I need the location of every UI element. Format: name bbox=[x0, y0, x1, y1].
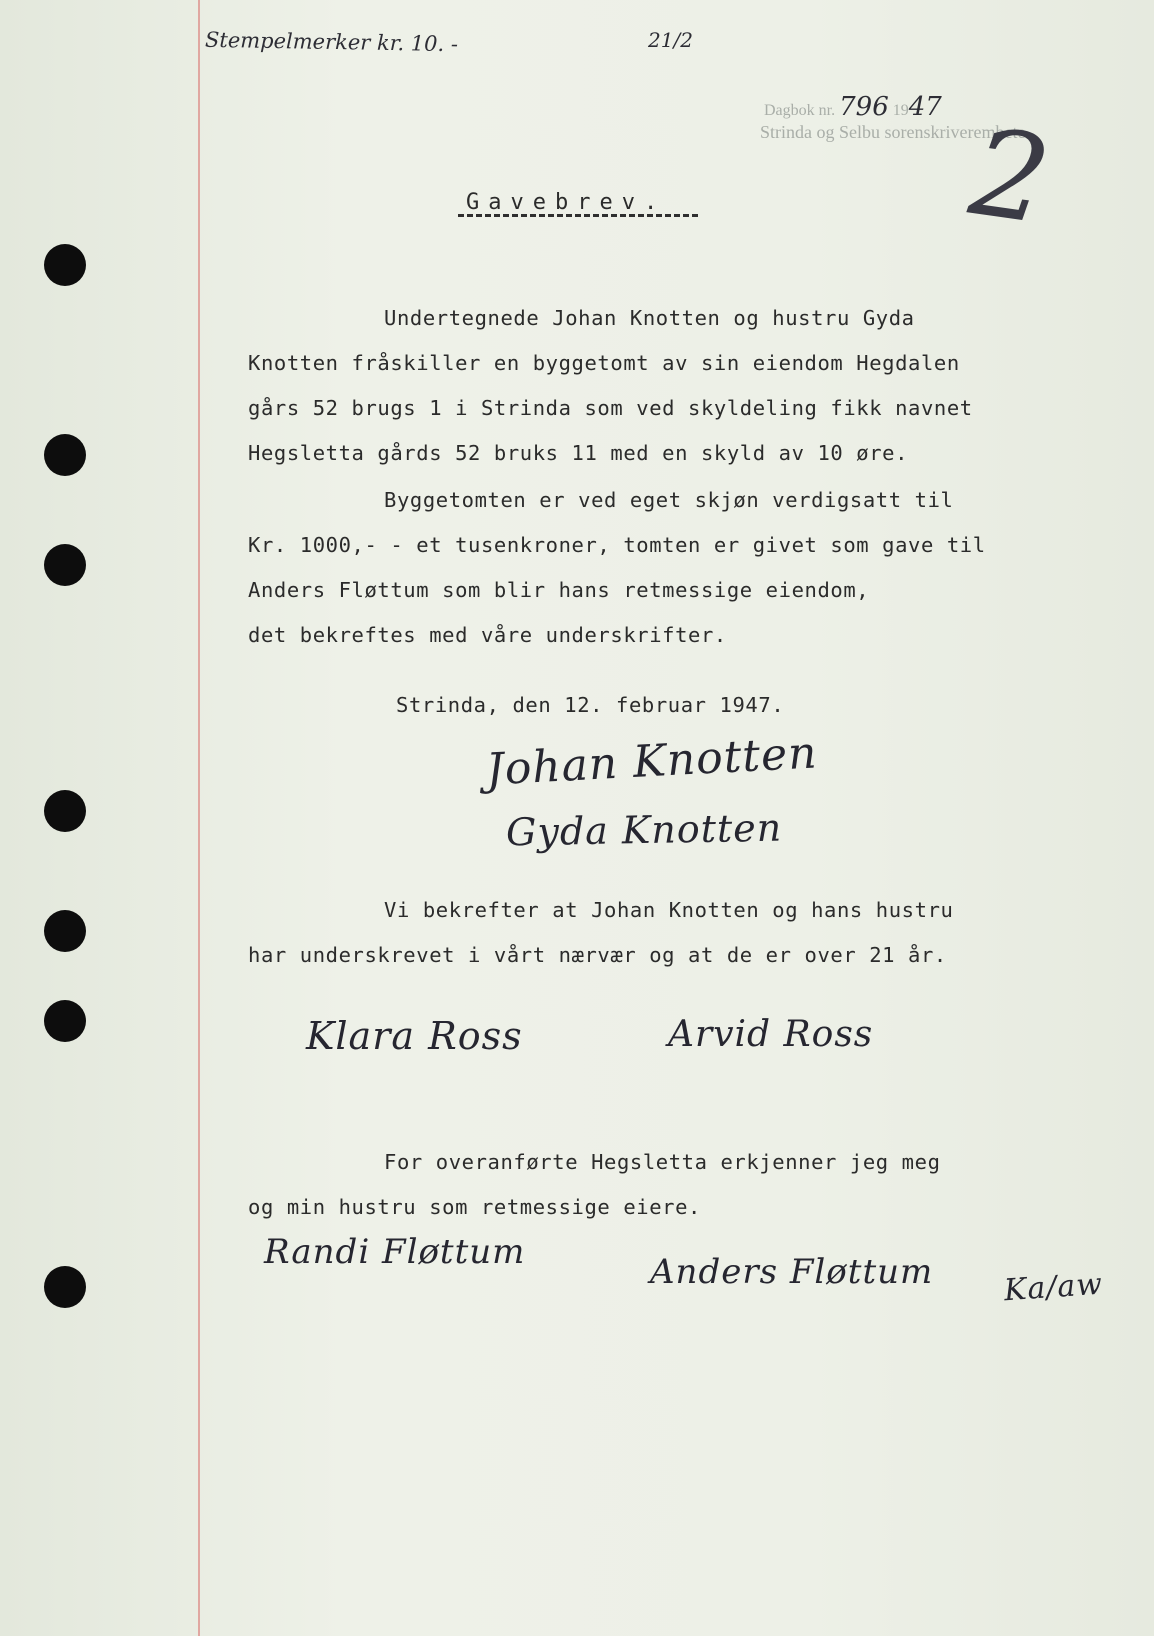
place-date: Strinda, den 12. februar 1947. bbox=[396, 693, 785, 717]
signature-gyda-knotten: Gyda Knotten bbox=[505, 805, 783, 855]
stamp-label-text: Dagbok nr. bbox=[764, 102, 836, 119]
paragraph2-line1: Byggetomten er ved eget skjøn verdigsatt til bbox=[384, 488, 954, 512]
paragraph1-line3: gårs 52 brugs 1 i Strinda som ved skyldeling fikk navnet bbox=[248, 396, 973, 420]
margin-line bbox=[198, 0, 200, 1636]
paragraph3-line2: har underskrevet i vårt nærvær og at de er over 21 år. bbox=[248, 943, 947, 967]
paragraph2-line2: Kr. 1000,- - et tusenkroner, tomten er givet som gave til bbox=[248, 533, 986, 557]
stamp-year: 47 bbox=[908, 92, 942, 122]
margin-number: 2 bbox=[962, 103, 1058, 252]
paragraph1-line4: Hegsletta gårds 52 bruks 11 med en skyld av 10 øre. bbox=[248, 441, 909, 465]
paragraph4-line1: For overanførte Hegsletta erkjenner jeg meg bbox=[384, 1150, 941, 1174]
punch-hole-7 bbox=[44, 1266, 86, 1308]
handwritten-stamp-note: Stempelmerker kr. 10. - bbox=[204, 27, 459, 57]
stamp-year-prefix: 19 bbox=[892, 102, 909, 119]
court-stamp: Strinda og Selbu sorenskriverembete bbox=[760, 122, 1026, 142]
diary-stamp-label bbox=[764, 92, 942, 122]
clerk-initials: Ka/aw bbox=[1002, 1266, 1105, 1309]
punch-hole-3 bbox=[44, 544, 86, 586]
punch-hole-1 bbox=[44, 244, 86, 286]
punch-hole-4 bbox=[44, 790, 86, 832]
paragraph1-line1: Undertegnede Johan Knotten og hustru Gyda bbox=[384, 306, 915, 330]
signature-witness-klara-ross: Klara Ross bbox=[306, 1014, 523, 1058]
title-underline bbox=[458, 214, 698, 217]
stamp-number: 796 bbox=[839, 92, 889, 122]
paragraph4-line2: og min hustru som retmessige eiere. bbox=[248, 1195, 701, 1219]
paragraph3-line1: Vi bekrefter at Johan Knotten og hans hustru bbox=[384, 898, 954, 922]
punch-hole-6 bbox=[44, 1000, 86, 1042]
paragraph1-line2: Knotten fråskiller en byggetomt av sin eiendom Hegdalen bbox=[248, 351, 960, 375]
paragraph2-line4: det bekreftes med våre underskrifter. bbox=[248, 623, 727, 647]
signature-witness-arvid-ross: Arvid Ross bbox=[668, 1014, 874, 1055]
punch-hole-5 bbox=[44, 910, 86, 952]
signature-randi-flottum: Randi Fløttum bbox=[264, 1232, 526, 1272]
document-title: Gavebrev. bbox=[466, 190, 667, 215]
signature-anders-flottum: Anders Fløttum bbox=[650, 1252, 934, 1292]
signature-johan-knotten: Johan Knotten bbox=[484, 727, 819, 796]
handwritten-date: 21/2 bbox=[648, 28, 693, 52]
punch-hole-2 bbox=[44, 434, 86, 476]
paragraph2-line3: Anders Fløttum som blir hans retmessige eiendom, bbox=[248, 578, 870, 602]
